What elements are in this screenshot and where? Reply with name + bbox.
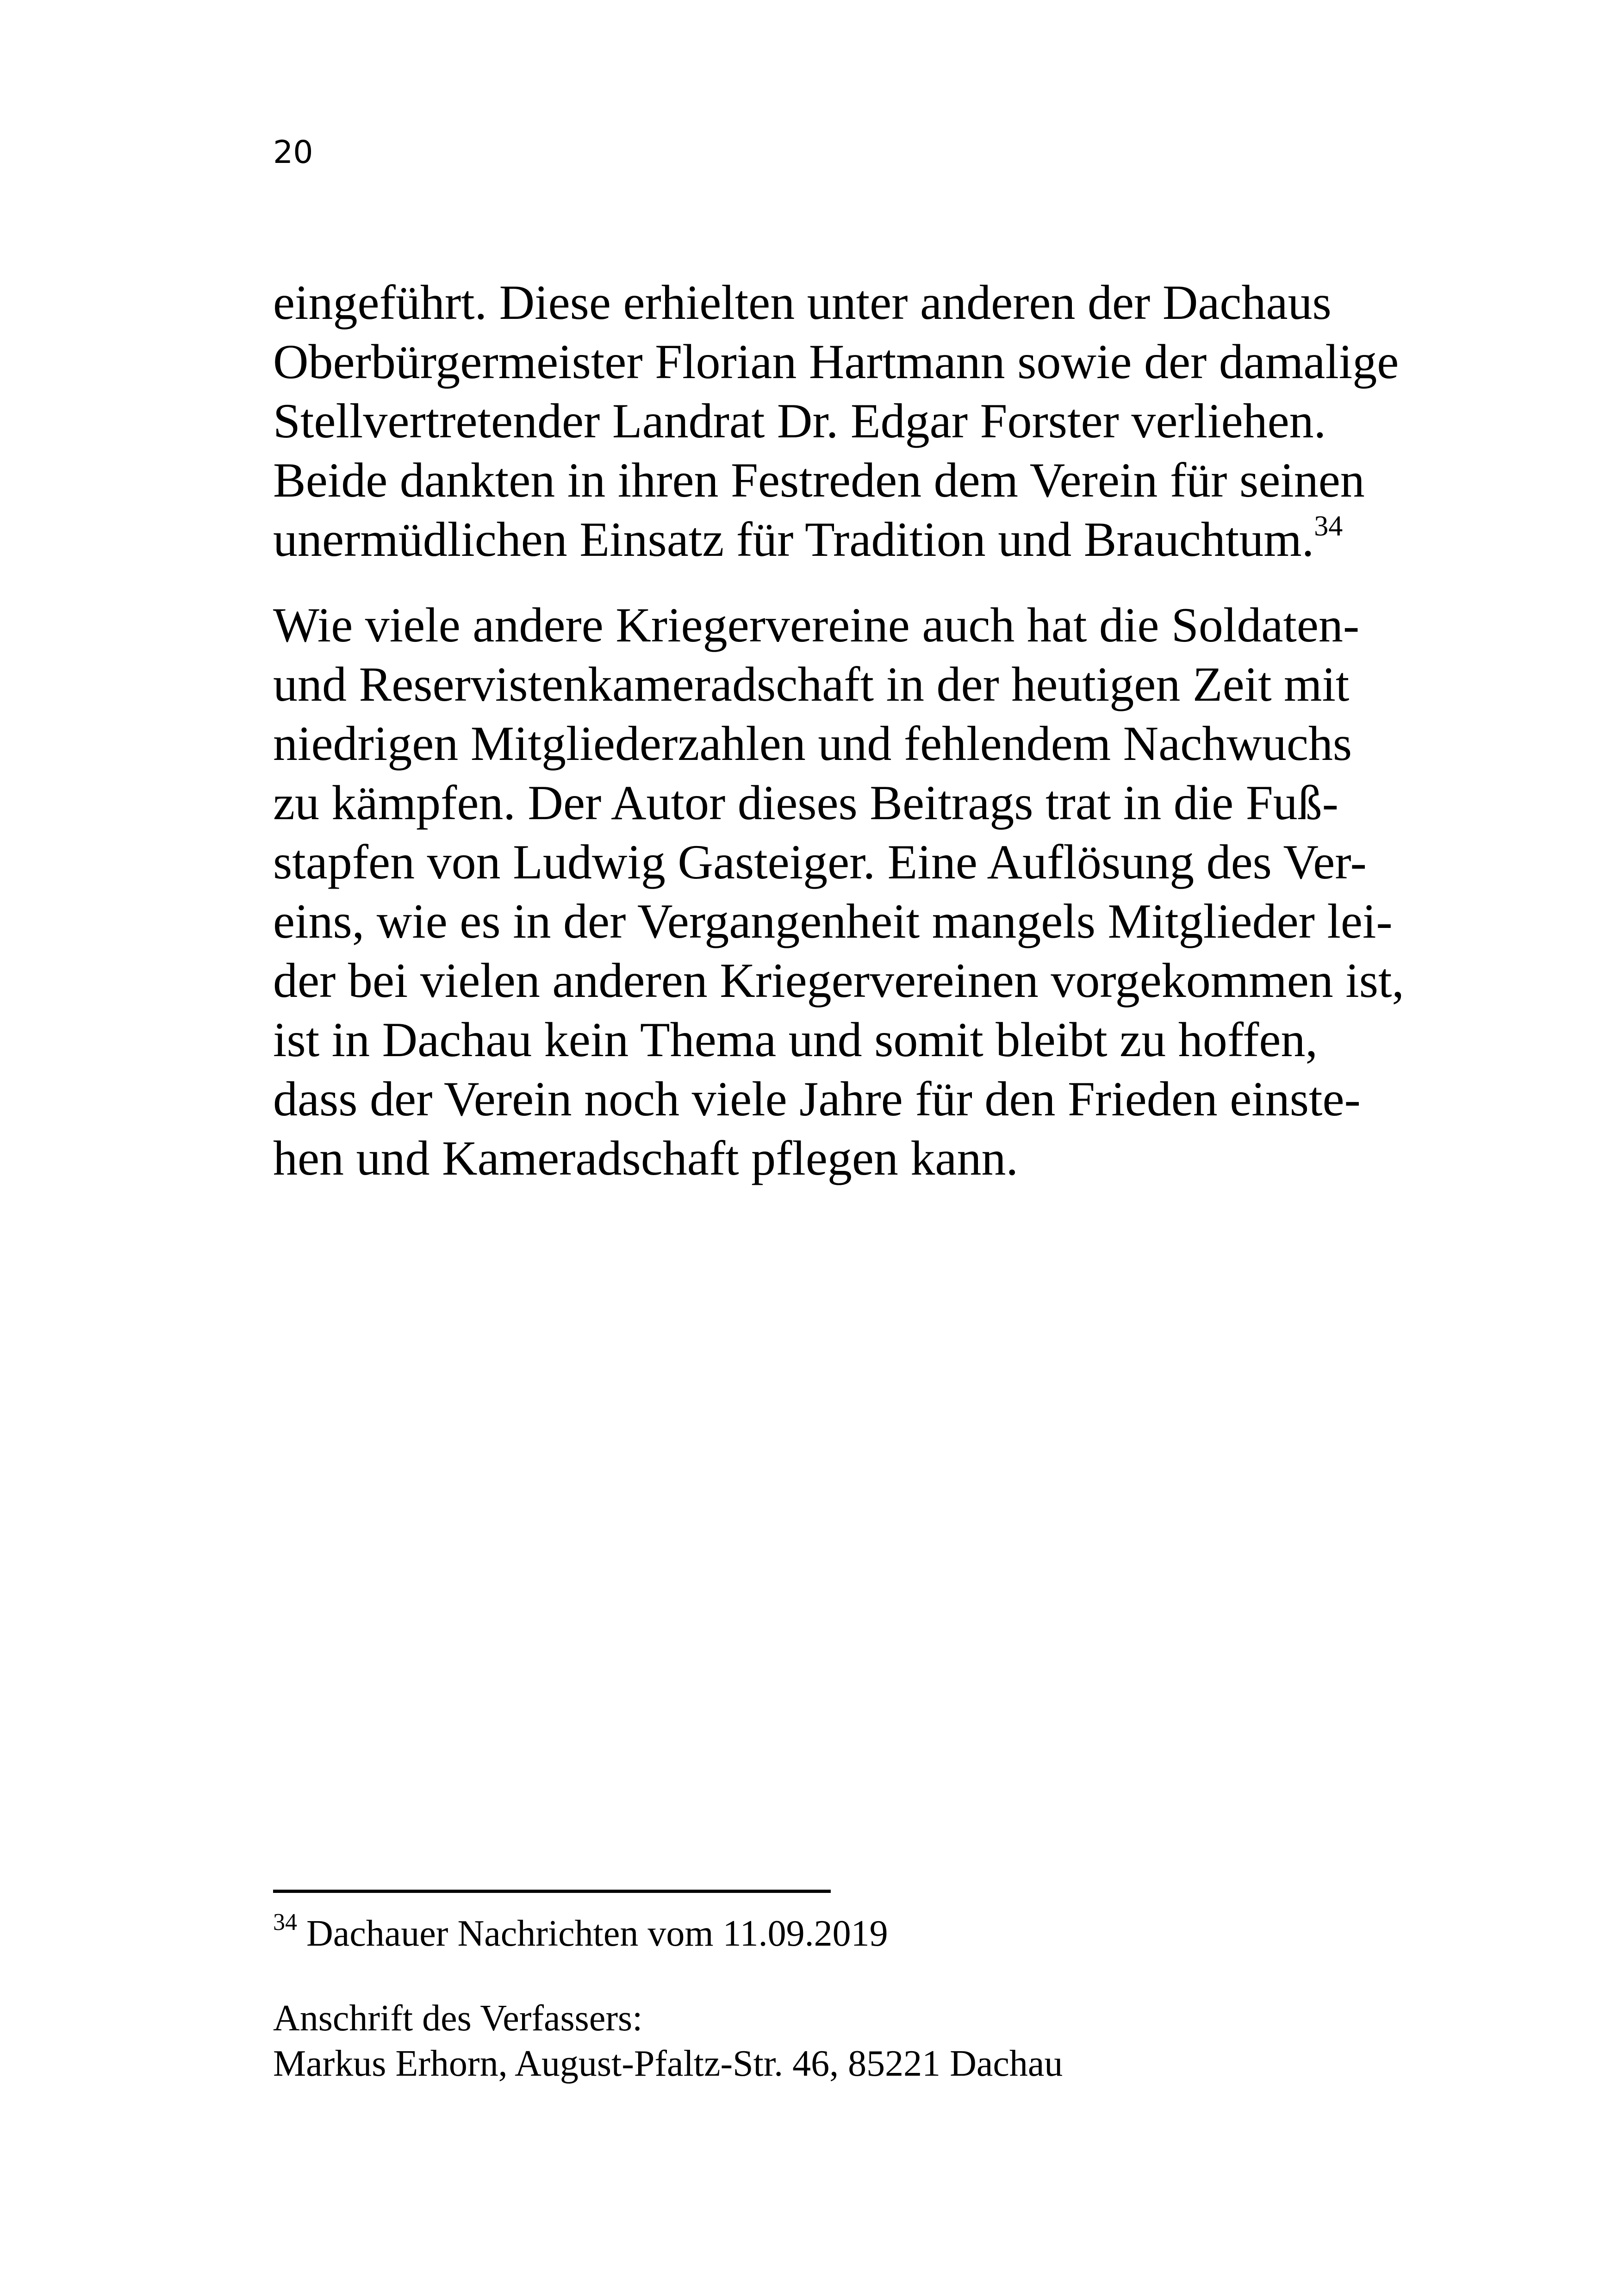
footnote-separator [273, 1890, 831, 1893]
paragraph-line: Stellvertretender Landrat Dr. Edgar Forster verliehen. [273, 394, 1326, 448]
footnote [273, 1911, 888, 1956]
paragraph-line-text: unermüdlichen Einsatz für Tradition und Brauchtum. [273, 512, 1314, 566]
paragraph-line: Beide dankten in ihren Festreden dem Verein für seinen [273, 453, 1365, 507]
footnote-number: 34 [273, 1909, 297, 1936]
paragraph-line: der bei vielen anderen Kriegervereinen vorgekommen ist, [273, 953, 1404, 1008]
paragraph-line-last [273, 510, 1356, 569]
footnote-text: Dachauer Nachrichten vom 11.09.2019 [297, 1913, 888, 1954]
footnote-reference: 34 [1314, 510, 1343, 542]
paragraph-line: dass der Verein noch viele Jahre für den Frieden einste- [273, 1072, 1361, 1126]
paragraph-line: und Reservistenkameradschaft in der heutigen Zeit mit [273, 657, 1350, 711]
paragraph-1 [273, 273, 1399, 569]
paragraph-2 [273, 596, 1404, 1188]
paragraph-line: Oberbürgermeister Florian Hartmann sowie der damalige [273, 335, 1399, 389]
paragraph-line: niedrigen Mitgliederzahlen und fehlendem Nachwuchs [273, 716, 1352, 771]
paragraph-line: eingeführt. Diese erhielten unter anderen der Dachaus [273, 275, 1332, 330]
paragraph-line: stapfen von Ludwig Gasteiger. Eine Auflösung des Ver- [273, 835, 1367, 889]
paragraph-line: eins, wie es in der Vergangenheit mangels Mitglieder lei- [273, 894, 1393, 948]
address-value: Markus Erhorn, August-Pfaltz-Str. 46, 85221 Dachau [273, 2043, 1063, 2084]
paragraph-line: zu kämpfen. Der Autor dieses Beitrags trat in die Fuß- [273, 776, 1338, 830]
page-number: 20 [273, 134, 313, 171]
paragraph-line: ist in Dachau kein Thema und somit bleibt zu hoffen, [273, 1013, 1318, 1067]
paragraph-line: Wie viele andere Kriegervereine auch hat die Soldaten- [273, 598, 1360, 652]
address-label: Anschrift des Verfassers: [273, 1998, 643, 2039]
paragraph-line: hen und Kameradschaft pflegen kann. [273, 1131, 1018, 1185]
author-address [273, 1996, 1063, 2086]
